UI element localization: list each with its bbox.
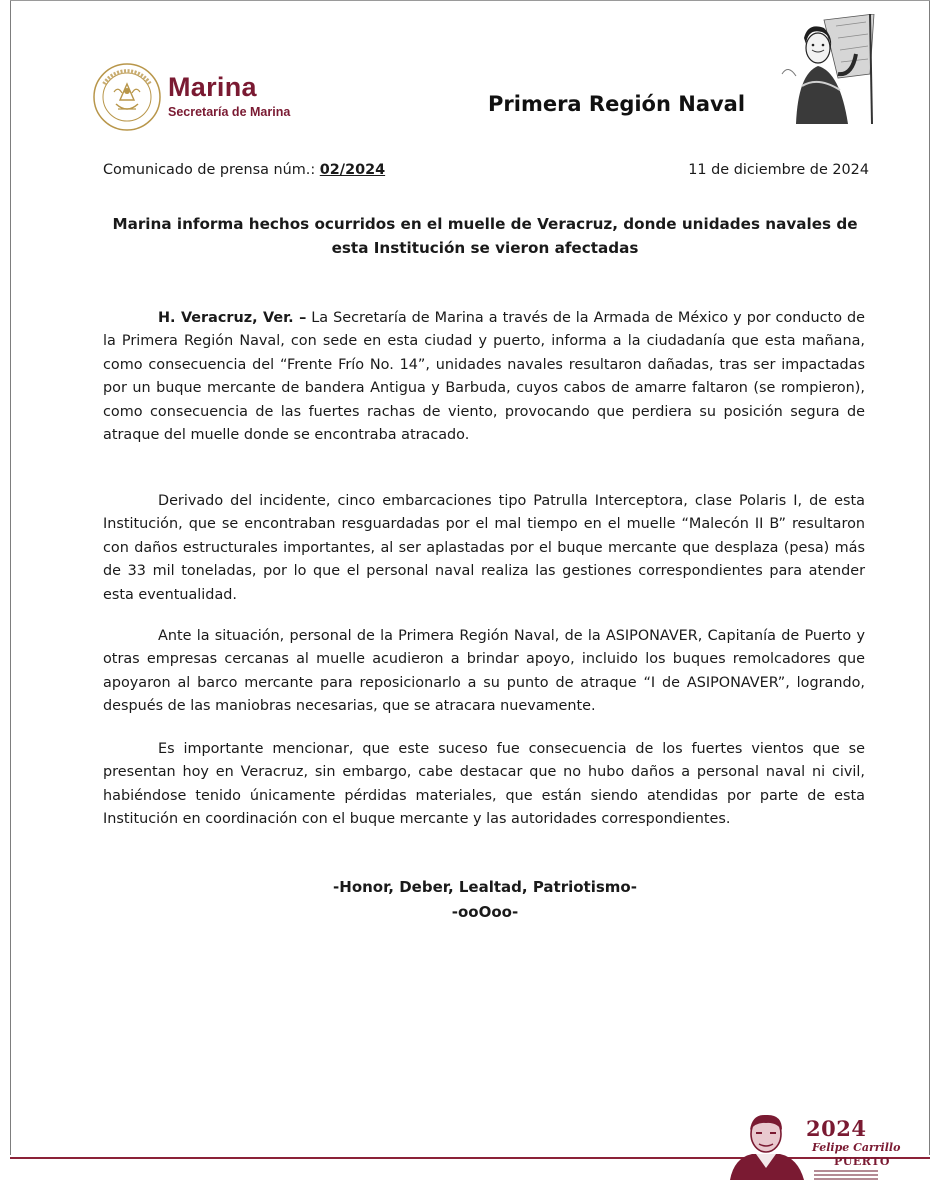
page-border-top xyxy=(10,0,930,1)
paragraph-4: Es importante mencionar, que este suceso fue consecuencia de los fuertes vientos que se presentan hoy en Veracruz, sin embargo, cabe destacar que no hubo daños a personal naval ni civil, habiéndose tenido únicamente pérdidas materiales, que están siendo atendidas por parte de esta Institución en coordinación con el buque mercante y las autoridades correspondientes. xyxy=(103,741,865,828)
coat-of-arms-seal-icon xyxy=(92,62,162,132)
paragraph-1 xyxy=(103,307,865,447)
page-border-right xyxy=(929,0,930,1155)
comunicado-label: Comunicado de prensa núm.: xyxy=(103,162,320,178)
page-border-left xyxy=(10,0,11,1155)
motto: -Honor, Deber, Lealtad, Patriotismo- xyxy=(333,878,637,896)
comunicado-line xyxy=(103,162,385,178)
person-surname: PUERTO xyxy=(834,1155,890,1168)
comunicado-number: 02/2024 xyxy=(319,162,386,178)
portrait-icon xyxy=(726,1108,806,1180)
logo-name: Marina xyxy=(168,72,257,102)
end-mark: -ooOoo- xyxy=(451,903,519,921)
paragraph-1-lead: H. Veracruz, Ver. – xyxy=(158,310,307,326)
release-date: 11 de diciembre de 2024 xyxy=(688,162,869,178)
paragraph-1-text: La Secretaría de Marina a través de la Armada de México y por conducto de la Primera Región Naval, con sede en esta ciudad y puerto, informa a la ciudadanía que esta mañana, como consecuencia del “Frente Frío No. 14”, unidades navales resultaron dañadas, tras ser impactadas por un buque mercante de bandera Antigua y Barbuda, cuyos cabos de amarre faltaron (se rompieron), como consecuencia de las fuertes rachas de viento, provocando que perdiera su posición segura de atraque del muelle donde se encontraba atracado. xyxy=(103,310,865,444)
year-label: 2024 xyxy=(806,1116,867,1141)
logo-subtitle: Secretaría de Marina xyxy=(168,105,291,119)
paragraph-3: Ante la situación, personal de la Primera Región Naval, de la ASIPONAVER, Capitanía de Puerto y otras empresas cercanas al muelle acudieron a brindar apoyo, incluido los buques remolcadores que apoyaron al barco mercante para reposicionarlo a su punto de atraque “I de ASIPONAVER”, logrando, después de las maniobras necesarias, que se atracara nuevamente. xyxy=(103,628,865,715)
person-name: Felipe Carrillo xyxy=(812,1141,901,1154)
headline: Marina informa hechos ocurridos en el muelle de Veracruz, donde unidades navales de esta Institución se vieron afectadas xyxy=(112,215,858,257)
marina-logo xyxy=(92,62,322,134)
region-title: Primera Región Naval xyxy=(488,92,746,116)
heroine-flag-icon xyxy=(778,14,880,126)
footer-small-print xyxy=(814,1170,878,1182)
paragraph-2: Derivado del incidente, cinco embarcaciones tipo Patrulla Interceptora, clase Polaris I, de esta Institución, que se encontraban resguardadas por el mal tiempo en el muelle “Malecón II B” resultaron con daños estructurales importantes, al ser aplastadas por el buque mercante que desplaza (pesa) más de 33 mil toneladas, por lo que el personal naval realiza las gestiones correspondientes para atender esta eventualidad. xyxy=(103,493,865,603)
